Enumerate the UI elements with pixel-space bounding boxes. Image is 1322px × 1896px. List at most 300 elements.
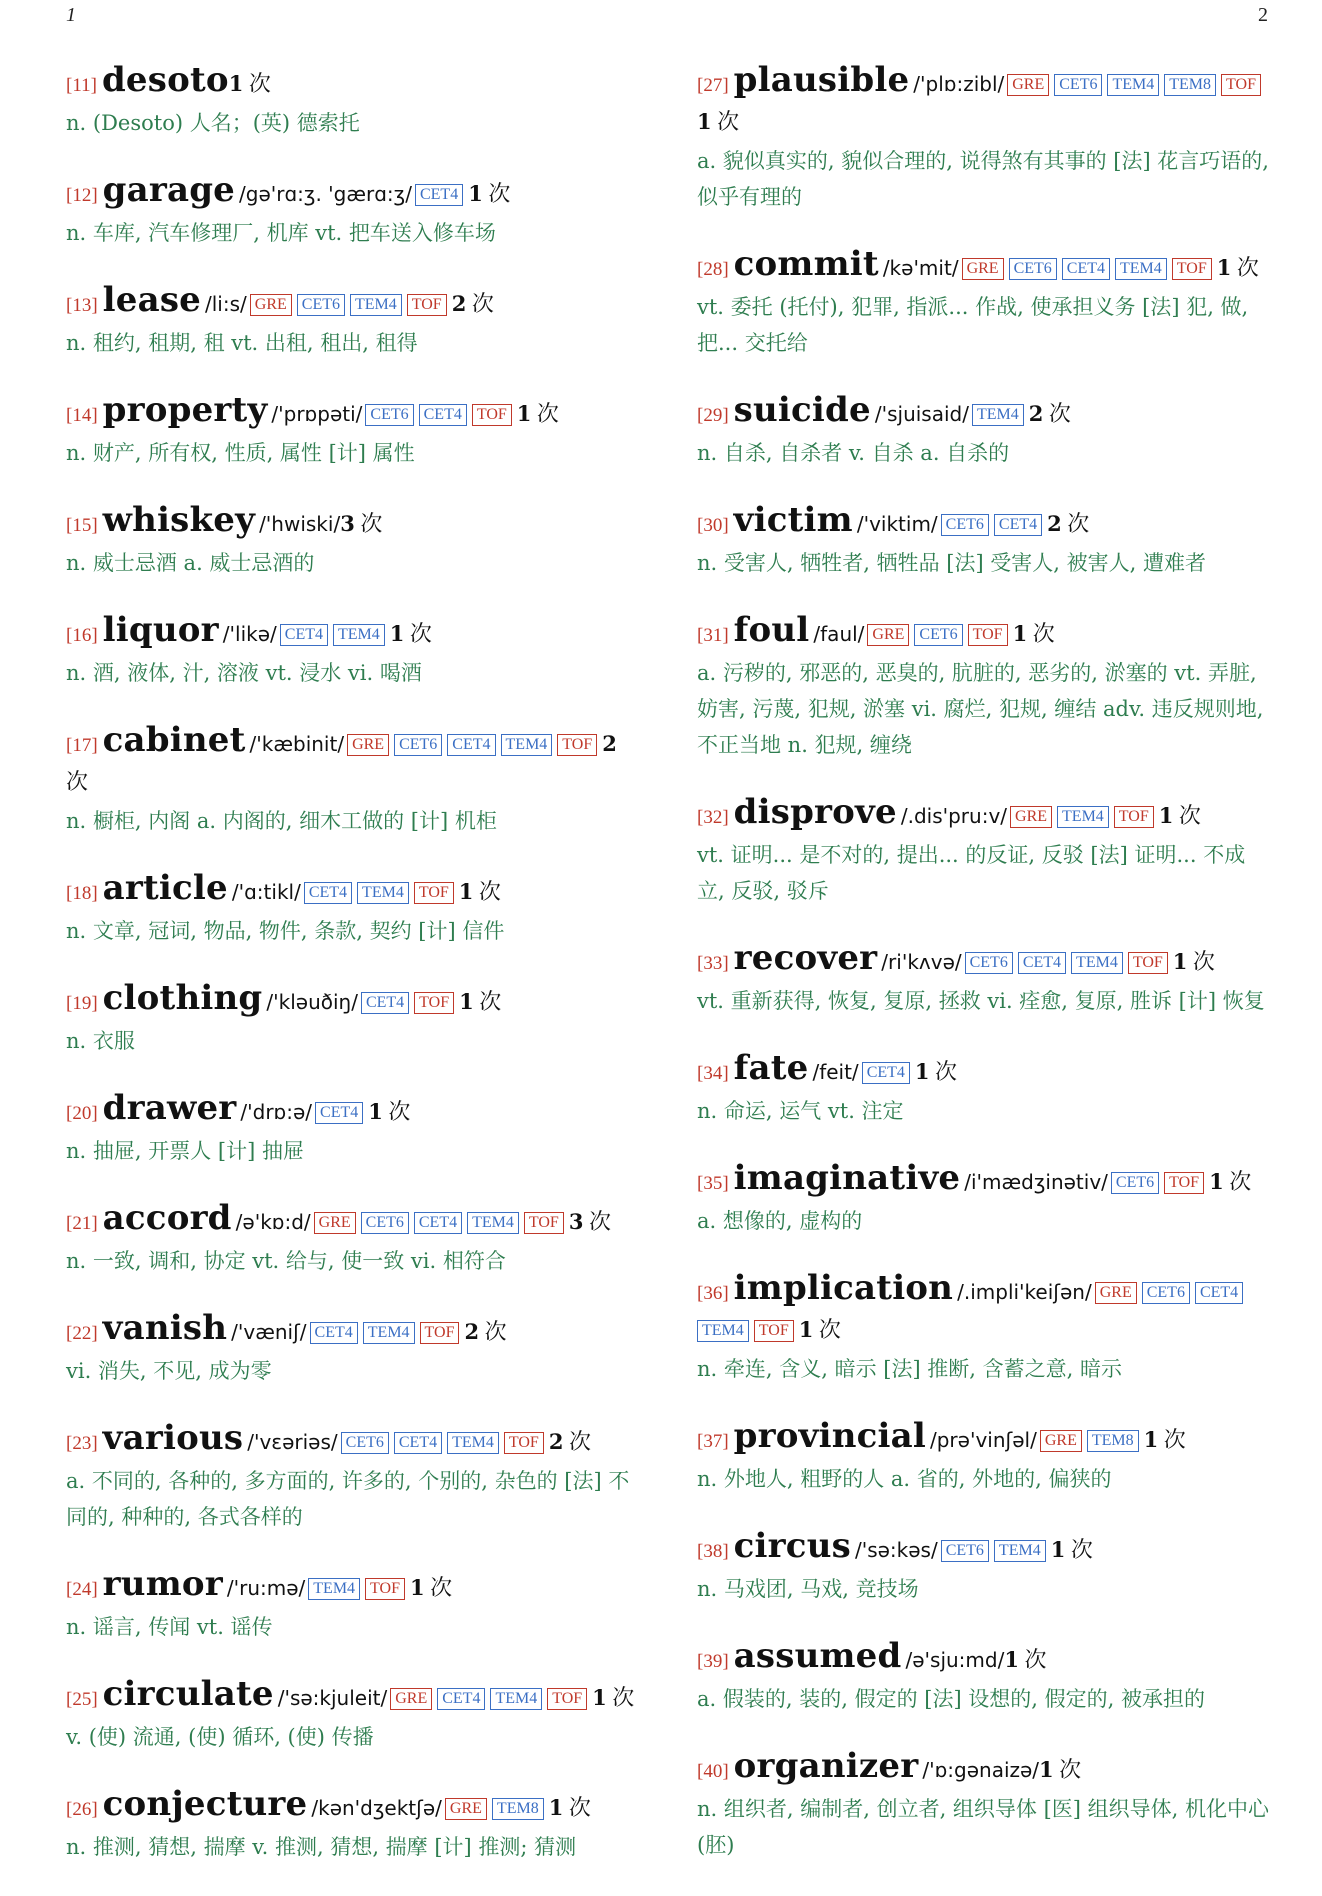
exam-tag-tem4: TEM4 [447,1432,499,1454]
exam-tag-cet6: CET6 [361,1212,409,1234]
count-number: 1 [697,109,712,134]
exam-tag-cet6: CET6 [941,514,989,536]
entry-headline [66,980,644,1022]
vocab-entry [697,1418,1271,1497]
count-number: 2 [464,1319,480,1344]
exam-tag-tof: TOF [472,404,512,426]
entry-headline [66,1420,644,1462]
occurrence-count [340,511,382,536]
occurrence-count [459,879,501,904]
exam-tag-tem4: TEM4 [333,624,385,646]
exam-tag-cet6: CET6 [297,294,345,316]
headword: vanish [102,1308,228,1348]
definition: n. 谣言, 传闻 vt. 谣传 [66,1615,273,1639]
count-unit: 次 [409,621,432,646]
count-unit: 次 [66,769,89,794]
exam-tag-tof: TOF [504,1432,544,1454]
exam-tags [390,1690,592,1709]
entry-index: [34] [697,1063,729,1084]
exam-tag-tem4: TEM4 [1115,258,1167,280]
headword: plausible [733,60,910,100]
headword: property [102,390,268,430]
definition: n. 车库, 汽车修理厂, 机库 vt. 把车送入修车场 [66,221,496,245]
phonetic: /'vɛəriəs/ [247,1430,338,1454]
count-number: 1 [468,181,483,206]
phonetic: /.impli'keiʃən/ [957,1280,1092,1304]
entry-headline [66,502,644,544]
exam-tag-cet6: CET6 [1111,1172,1159,1194]
occurrence-count [592,1685,634,1710]
exam-tag-tem4: TEM4 [308,1578,360,1600]
exam-tag-tem4: TEM4 [1071,952,1123,974]
entry-headline [66,172,644,214]
vocab-entry [697,1528,1271,1607]
exam-tag-cet4: CET4 [280,624,328,646]
entry-headline [697,940,1271,982]
count-unit: 次 [1067,511,1090,536]
phonetic: /kən'dʒektʃə/ [311,1796,442,1820]
exam-tag-tem4: TEM4 [501,734,553,756]
entry-headline [66,722,644,802]
count-unit: 次 [1032,621,1055,646]
exam-tag-gre: GRE [1040,1430,1082,1452]
exam-tag-gre: GRE [1007,74,1049,96]
exam-tags [1010,808,1159,827]
occurrence-count [1173,949,1215,974]
count-number: 2 [602,731,617,756]
definition: v. (使) 流通, (使) 循环, (使) 传播 [66,1725,374,1749]
vocab-entry [66,722,644,839]
entry-index: [22] [66,1323,98,1344]
entry-index: [14] [66,405,98,426]
entry-headline [697,1418,1271,1460]
count-number: 2 [1047,511,1062,536]
count-number: 1 [1209,1169,1224,1194]
exam-tags [1007,76,1266,95]
phonetic: /ə'kɒ:d/ [235,1210,311,1234]
phonetic: /kə'mit/ [882,256,959,280]
count-unit: 次 [1229,1169,1252,1194]
headword: conjecture [102,1784,308,1824]
exam-tag-tem4: TEM4 [1107,74,1159,96]
count-number: 1 [798,1317,814,1342]
exam-tag-tof: TOF [1114,806,1154,828]
definition: n. 一致, 调和, 协定 vt. 给与, 使一致 vi. 相符合 [66,1249,506,1273]
exam-tag-cet4: CET4 [361,992,409,1014]
entry-index: [23] [66,1433,98,1454]
exam-tag-cet6: CET6 [394,734,442,756]
phonetic: /'sə:kjuleit/ [277,1686,388,1710]
count-unit: 次 [471,291,494,316]
definition: a. 不同的, 各种的, 多方面的, 许多的, 个别的, 杂色的 [法] 不同的, 种种的, 各式各样的 [66,1469,630,1529]
phonetic: /'plɒ:zibl/ [913,72,1005,96]
entry-headline [697,246,1271,288]
exam-tag-gre: GRE [445,1798,487,1820]
vocab-entry [66,502,644,581]
headword: article [102,868,228,908]
exam-tag-tem4: TEM4 [467,1212,519,1234]
exam-tag-gre: GRE [1095,1282,1137,1304]
exam-tag-tof: TOF [420,1322,460,1344]
definition: n. 财产, 所有权, 性质, 属性 [计] 属性 [66,441,415,465]
exam-tag-tem8: TEM8 [1087,1430,1139,1452]
occurrence-count [569,1209,611,1234]
vocab-entry [66,392,644,471]
definition: n. 抽屉, 开票人 [计] 抽屉 [66,1139,304,1163]
exam-tags [962,260,1217,279]
occurrence-count [549,1429,591,1454]
exam-tag-cet4: CET4 [394,1432,442,1454]
exam-tag-tof: TOF [524,1212,564,1234]
entry-headline [66,870,644,912]
occurrence-count [517,401,559,426]
phonetic: /'viktim/ [856,512,938,536]
entry-index: [32] [697,807,729,828]
exam-tags [315,1104,368,1123]
phonetic: /'ɒ:gənaizə/ [922,1758,1040,1782]
count-number: 2 [451,291,467,316]
exam-tags [314,1214,569,1233]
phonetic: /.dis'pru:v/ [900,804,1008,828]
count-unit: 次 [388,1099,411,1124]
phonetic: /'sjuisaid/ [874,402,969,426]
exam-tags [308,1580,410,1599]
entry-index: [29] [697,405,729,426]
exam-tag-tof: TOF [754,1320,794,1342]
definition: vt. 证明... 是不对的, 提出... 的反证, 反驳 [法] 证明... 不成立, 反驳, 驳斥 [697,843,1246,903]
exam-tags [361,994,459,1013]
headword: accord [102,1198,232,1238]
occurrence-count [452,291,494,316]
entry-headline [66,1786,644,1828]
vocab-entry [697,612,1271,763]
entry-index: [15] [66,515,98,536]
entry-headline [697,1528,1271,1570]
exam-tag-cet4: CET4 [1195,1282,1243,1304]
entry-index: [17] [66,735,98,756]
exam-tag-tof: TOF [1128,952,1168,974]
definition: n. 自杀, 自杀者 v. 自杀 a. 自杀的 [697,441,1010,465]
headword: foul [733,610,810,650]
entry-headline [697,612,1271,654]
entry-index: [38] [697,1541,729,1562]
vocab-entry [66,62,644,141]
headword: implication [733,1268,954,1308]
definition: vt. 委托 (托付), 犯罪, 指派... 作战, 使承担义务 [法] 犯, 做, 把... 交托给 [697,295,1249,355]
exam-tag-gre: GRE [314,1212,356,1234]
phonetic: /'drɒ:ə/ [240,1100,313,1124]
count-unit: 次 [588,1209,611,1234]
exam-tag-cet6: CET6 [365,404,413,426]
occurrence-count [468,181,510,206]
exam-tag-cet4: CET4 [1062,258,1110,280]
count-number: 1 [1143,1427,1159,1452]
count-number: 1 [1039,1757,1054,1782]
exam-tag-tof: TOF [1221,74,1261,96]
entry-index: [27] [697,75,729,96]
vocab-entry [697,1748,1271,1863]
exam-tag-gre: GRE [1010,806,1052,828]
headword: garage [102,170,236,210]
right-column [697,62,1271,1894]
headword: fate [733,1048,809,1088]
count-number: 3 [568,1209,584,1234]
definition: n. 推测, 猜想, 揣摩 v. 推测, 猜想, 揣摩 [计] 推测; 猜测 [66,1835,577,1859]
entry-index: [36] [697,1283,729,1304]
phonetic: /'hwiski/ [259,512,341,536]
exam-tag-cet6: CET6 [1054,74,1102,96]
entry-index: [13] [66,295,98,316]
exam-tag-tof: TOF [547,1688,587,1710]
definition: n. 衣服 [66,1029,135,1053]
count-unit: 次 [430,1575,453,1600]
count-unit: 次 [1024,1647,1047,1672]
exam-tags [941,516,1047,535]
definition: n. 酒, 液体, 汁, 溶液 vt. 浸水 vi. 喝酒 [66,661,422,685]
vocab-entry [66,282,644,361]
exam-tag-cet4: CET4 [1018,952,1066,974]
headword: liquor [102,610,219,650]
count-unit: 次 [1178,803,1201,828]
entry-headline [697,1638,1271,1680]
count-number: 1 [1216,255,1232,280]
exam-tag-gre: GRE [250,294,292,316]
exam-tags [310,1324,465,1343]
vocab-entry [697,502,1271,581]
exam-tags [941,1542,1051,1561]
exam-tags [862,1064,915,1083]
exam-tag-cet6: CET6 [941,1540,989,1562]
page-number-right: 2 [1258,4,1268,26]
count-unit: 次 [1070,1537,1093,1562]
phonetic: /'ɑ:tikl/ [231,880,301,904]
entry-index: [30] [697,515,729,536]
occurrence-count [1047,511,1089,536]
phonetic: /i'mædʒinətiv/ [964,1170,1108,1194]
count-number: 1 [1012,621,1028,646]
headword: various [102,1418,244,1458]
entry-index: [35] [697,1173,729,1194]
vocab-entry [66,1090,644,1169]
entry-headline [66,282,644,324]
definition: vt. 重新获得, 恢复, 复原, 拯救 vi. 痊愈, 复原, 胜诉 [计] 恢复 [697,989,1265,1013]
definition: n. 牵连, 含义, 暗示 [法] 推断, 含蓄之意, 暗示 [697,1357,1123,1381]
count-number: 2 [548,1429,564,1454]
exam-tag-gre: GRE [867,624,909,646]
entry-headline [66,1200,644,1242]
exam-tags [972,406,1029,425]
headword: suicide [733,390,871,430]
entry-index: [24] [66,1579,98,1600]
vocab-entry [697,62,1271,215]
definition: n. (Desoto) 人名；(英) 德索托 [66,111,360,135]
exam-tag-cet6: CET6 [914,624,962,646]
occurrence-count [464,1319,506,1344]
occurrence-count [1039,1757,1081,1782]
occurrence-count [390,621,432,646]
vocab-entry [697,1638,1271,1717]
definition: n. 租约, 租期, 租 vt. 出租, 租出, 租得 [66,331,418,355]
vocab-entry [697,1270,1271,1387]
occurrence-count [1209,1169,1251,1194]
entry-index: [11] [66,75,97,96]
exam-tag-tof: TOF [365,1578,405,1600]
headword: victim [733,500,853,540]
entry-index: [31] [697,625,729,646]
exam-tags [1111,1174,1209,1193]
definition: n. 组织者, 编制者, 创立者, 组织导体 [医] 组织导体, 机化中心 (胚) [697,1797,1270,1857]
entry-index: [21] [66,1213,98,1234]
occurrence-count [697,109,739,134]
exam-tag-tem8: TEM8 [1164,74,1216,96]
entry-headline [66,612,644,654]
count-unit: 次 [1048,401,1071,426]
count-number: 1 [228,71,244,96]
vocab-entry [66,980,644,1059]
phonetic: /feit/ [812,1060,859,1084]
exam-tag-cet6: CET6 [1009,258,1057,280]
exam-tags [347,736,602,755]
occurrence-count [368,1099,410,1124]
entry-headline [697,392,1271,434]
exam-tag-cet4: CET4 [304,882,352,904]
count-unit: 次 [488,181,511,206]
exam-tag-cet4: CET4 [419,404,467,426]
definition: n. 马戏团, 马戏, 竞技场 [697,1577,919,1601]
entry-headline [697,1050,1271,1092]
exam-tags [965,954,1173,973]
occurrence-count [549,1795,591,1820]
definition: a. 假装的, 装的, 假定的 [法] 设想的, 假定的, 被承担的 [697,1687,1206,1711]
exam-tags [341,1434,549,1453]
exam-tag-tem4: TEM4 [994,1540,1046,1562]
occurrence-count [1029,401,1071,426]
count-number: 1 [516,401,532,426]
entry-headline [697,794,1271,836]
exam-tag-cet6: CET6 [1142,1282,1190,1304]
headword: organizer [733,1746,919,1786]
exam-tag-tof: TOF [407,294,447,316]
headword: circus [733,1526,851,1566]
count-number: 2 [1028,401,1044,426]
entry-headline [66,1310,644,1352]
occurrence-count [459,989,501,1014]
occurrence-count [1004,1647,1046,1672]
phonetic: /ri'kʌvə/ [881,950,962,974]
count-unit: 次 [1236,255,1259,280]
vocab-entry [66,1420,644,1535]
count-unit: 次 [818,1317,841,1342]
entry-index: [33] [697,953,729,974]
exam-tag-cet4: CET4 [862,1062,910,1084]
headword: provincial [733,1416,926,1456]
phonetic: /gə'rɑ:ʒ. 'gærɑ:ʒ/ [239,182,412,206]
phonetic: /'sə:kəs/ [854,1538,938,1562]
entry-index: [19] [66,993,98,1014]
count-unit: 次 [568,1429,591,1454]
definition: n. 受害人, 牺牲者, 牺牲品 [法] 受害人, 被害人, 遭难者 [697,551,1207,575]
exam-tag-cet6: CET6 [965,952,1013,974]
definition: a. 想像的, 虚构的 [697,1209,863,1233]
entry-headline [66,1676,644,1718]
exam-tag-cet4: CET4 [447,734,495,756]
exam-tag-gre: GRE [390,1688,432,1710]
definition: n. 威士忌酒 a. 威士忌酒的 [66,551,315,575]
entry-index: [28] [697,259,729,280]
headword: lease [102,280,202,320]
exam-tag-tem4: TEM4 [357,882,409,904]
vocab-entry [66,172,644,251]
entry-index: [16] [66,625,98,646]
headword: desoto [101,60,229,100]
exam-tag-cet4: CET4 [315,1102,363,1124]
phonetic: /'væniʃ/ [231,1320,307,1344]
exam-tag-tof: TOF [414,882,454,904]
count-unit: 次 [248,71,271,96]
count-unit: 次 [484,1319,507,1344]
occurrence-count [1051,1537,1093,1562]
exam-tag-cet4: CET4 [437,1688,485,1710]
count-number: 1 [459,989,474,1014]
entry-index: [26] [66,1799,98,1820]
headword: disprove [733,792,897,832]
definition: n. 文章, 冠词, 物品, 物件, 条款, 契约 [计] 信件 [66,919,505,943]
entry-headline [697,1160,1271,1202]
headword: drawer [102,1088,237,1128]
vocab-entry [66,1676,644,1755]
headword: imaginative [733,1158,961,1198]
entry-index: [18] [66,883,98,904]
count-unit: 次 [479,989,502,1014]
exam-tag-tof: TOF [1172,258,1212,280]
count-number: 1 [1172,949,1188,974]
headword: whiskey [102,500,256,540]
exam-tag-tem4: TEM4 [972,404,1024,426]
vocab-entry [66,1786,644,1865]
entry-headline [697,62,1271,142]
exam-tag-tem4: TEM4 [697,1320,749,1342]
entry-headline [66,1090,644,1132]
phonetic: /'ru:mə/ [226,1576,306,1600]
occurrence-count [799,1317,841,1342]
entry-index: [25] [66,1689,98,1710]
count-number: 1 [1158,803,1174,828]
headword: assumed [733,1636,902,1676]
count-unit: 次 [360,511,383,536]
headword: commit [733,244,879,284]
count-unit: 次 [1163,1427,1186,1452]
entry-index: [12] [66,185,98,206]
exam-tags [365,406,516,425]
exam-tag-gre: GRE [962,258,1004,280]
entry-index: [20] [66,1103,98,1124]
exam-tags [1040,1432,1144,1451]
count-number: 1 [409,1575,425,1600]
definition: n. 外地人, 粗野的人 a. 省的, 外地的, 偏狭的 [697,1467,1112,1491]
vocab-entry [697,940,1271,1019]
exam-tag-cet4: CET4 [994,514,1042,536]
count-number: 1 [1050,1537,1066,1562]
count-number: 1 [368,1099,383,1124]
count-unit: 次 [717,109,740,134]
headword: clothing [102,978,263,1018]
exam-tag-tof: TOF [557,734,597,756]
headword: cabinet [102,720,246,760]
entry-headline [66,1566,644,1608]
headword: rumor [102,1564,223,1604]
exam-tag-cet6: CET6 [341,1432,389,1454]
exam-tag-tof: TOF [1164,1172,1204,1194]
